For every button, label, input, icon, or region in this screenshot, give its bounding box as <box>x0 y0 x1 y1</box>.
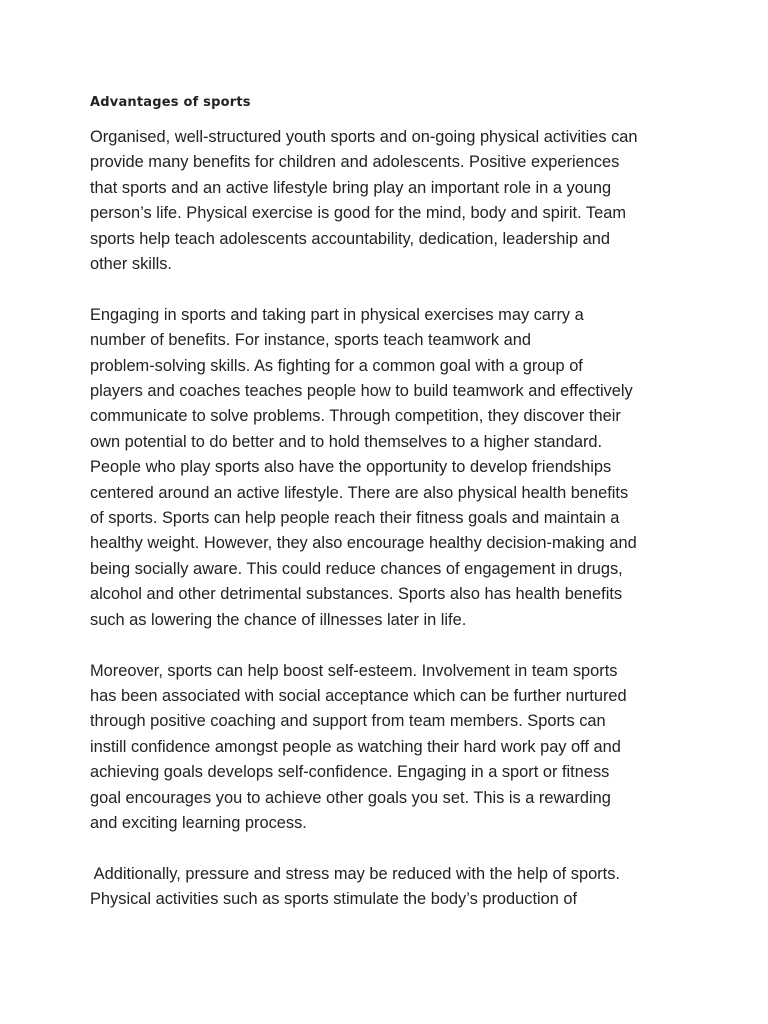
text-line: communicate to solve problems. Through competition, they discover their <box>90 407 621 426</box>
text-line: Additionally, pressure and stress may be reduced with the help of sports. <box>90 864 620 883</box>
text-line: achieving goals develops self-confidence. Engaging in a sport or fitness <box>90 763 610 782</box>
paragraph-spacer <box>90 836 690 861</box>
paragraph-spacer <box>90 277 690 302</box>
text-line: such as lowering the chance of illnesses later in life. <box>90 610 467 629</box>
text-line: Moreover, sports can help boost self-esteem. Involvement in team sports <box>90 661 618 680</box>
text-line: own potential to do better and to hold themselves to a higher standard. <box>90 432 603 451</box>
text-line: other skills. <box>90 255 172 274</box>
paragraph-benefits <box>90 303 690 633</box>
text-line: provide many benefits for children and adolescents. Positive experiences <box>90 153 620 172</box>
text-line: and exciting learning process. <box>90 813 307 832</box>
text-line: has been associated with social acceptance which can be further nurtured <box>90 686 627 705</box>
text-line: healthy weight. However, they also encourage healthy decision-making and <box>90 534 637 553</box>
paragraph-intro <box>90 125 690 277</box>
text-line: sports help teach adolescents accountability, dedication, leadership and <box>90 229 610 248</box>
text-line: Physical activities such as sports stimulate the body’s production of <box>90 890 578 909</box>
text-line: Engaging in sports and taking part in physical exercises may carry a <box>90 305 584 324</box>
text-line: person’s life. Physical exercise is good for the mind, body and spirit. Team <box>90 204 626 223</box>
text-line: centered around an active lifestyle. There are also physical health benefits <box>90 483 629 502</box>
text-line: problem-solving skills. As fighting for a common goal with a group of <box>90 356 583 375</box>
text-line: People who play sports also have the opportunity to develop friendships <box>90 458 612 477</box>
text-line: of sports. Sports can help people reach their fitness goals and maintain a <box>90 509 620 528</box>
paragraph-spacer <box>90 633 690 658</box>
text-line: through positive coaching and support from team members. Sports can <box>90 712 606 731</box>
text-line: that sports and an active lifestyle bring play an important role in a young <box>90 178 612 197</box>
text-line: instill confidence amongst people as watching their hard work pay off and <box>90 737 621 756</box>
document-page <box>90 95 690 913</box>
text-line: goal encourages you to achieve other goals you set. This is a rewarding <box>90 788 611 807</box>
text-line: Organised, well-structured youth sports and on-going physical activities can <box>90 128 638 146</box>
text-line: alcohol and other detrimental substances. Sports also has health benefits <box>90 585 623 604</box>
document-title: Advantages of sports <box>90 95 251 110</box>
text-line: number of benefits. For instance, sports teach teamwork and <box>90 331 531 350</box>
text-line: players and coaches teaches people how to build teamwork and effectively <box>90 382 633 401</box>
paragraph-stress <box>90 862 690 913</box>
paragraph-self-esteem <box>90 659 690 837</box>
text-line: being socially aware. This could reduce chances of engagement in drugs, <box>90 559 623 578</box>
